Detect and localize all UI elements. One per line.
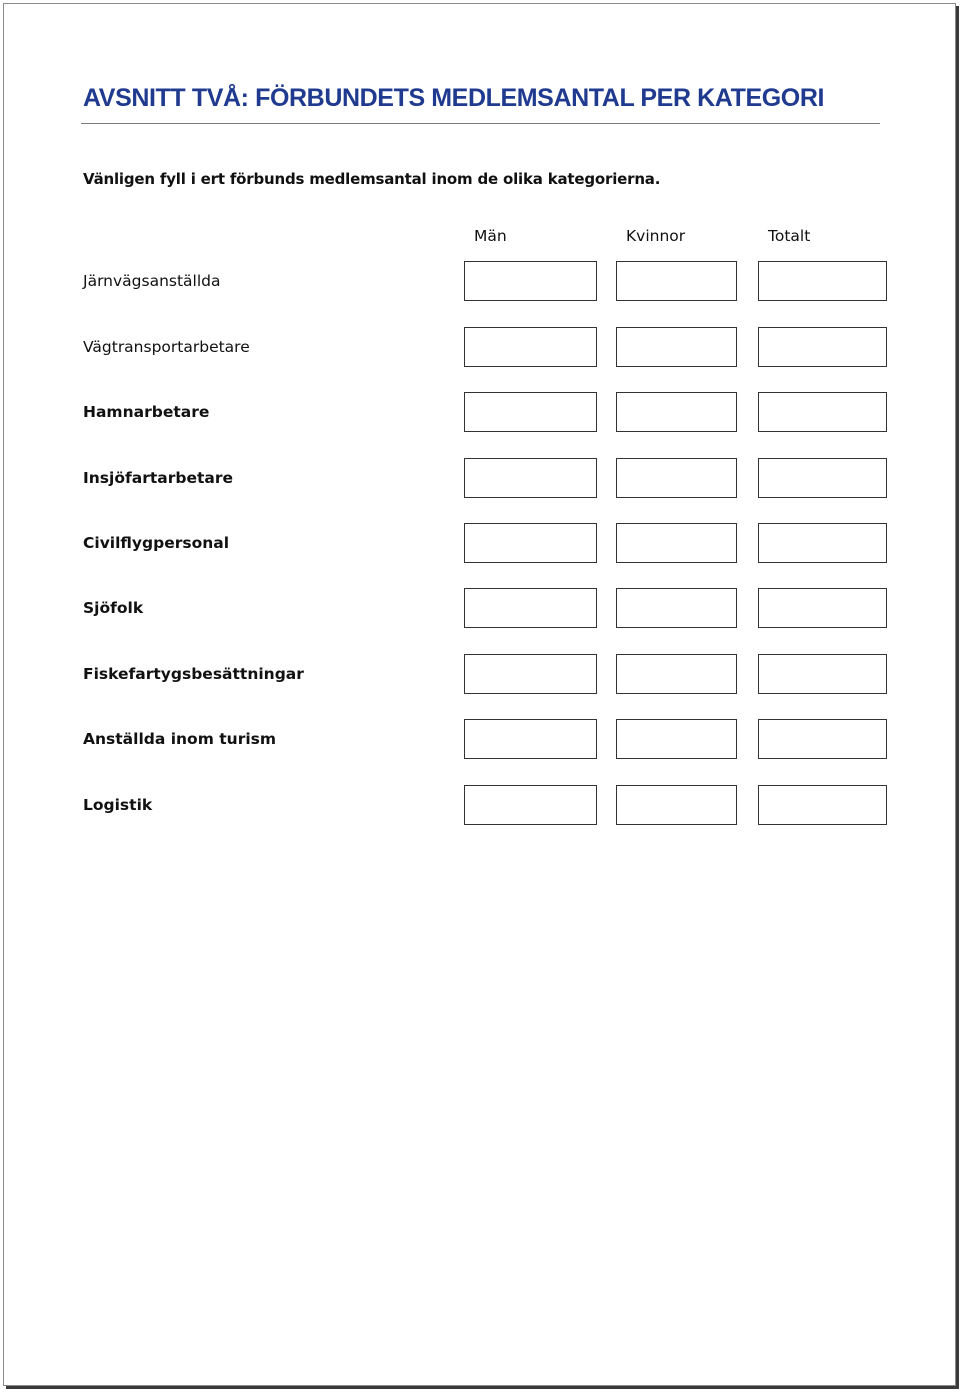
total-count-input[interactable] — [758, 523, 887, 563]
row-label: Civilflygpersonal — [83, 534, 230, 552]
column-header-total: Totalt — [768, 227, 811, 245]
form-row-anstallda-inom-turism — [0, 719, 960, 763]
row-label: Järnvägsanställda — [83, 272, 221, 290]
total-count-input[interactable] — [758, 261, 887, 301]
men-count-input[interactable] — [464, 719, 597, 759]
total-count-input[interactable] — [758, 654, 887, 694]
form-row-logistik — [0, 785, 960, 829]
column-header-men: Män — [474, 227, 507, 245]
row-label: Sjöfolk — [83, 599, 144, 617]
total-count-input[interactable] — [758, 327, 887, 367]
section-title: AVSNITT TVÅ: FÖRBUNDETS MEDLEMSANTAL PER KATEGORI — [83, 84, 825, 112]
row-label: Hamnarbetare — [83, 403, 210, 421]
total-count-input[interactable] — [758, 785, 887, 825]
women-count-input[interactable] — [616, 458, 737, 498]
row-label: Vägtransportarbetare — [83, 338, 250, 356]
men-count-input[interactable] — [464, 785, 597, 825]
total-count-input[interactable] — [758, 392, 887, 432]
form-row-insjofartarbetare — [0, 458, 960, 502]
total-count-input[interactable] — [758, 458, 887, 498]
men-count-input[interactable] — [464, 523, 597, 563]
title-underline — [81, 123, 880, 124]
women-count-input[interactable] — [616, 392, 737, 432]
form-row-sjofolk — [0, 588, 960, 632]
total-count-input[interactable] — [758, 588, 887, 628]
column-header-women: Kvinnor — [626, 227, 686, 245]
women-count-input[interactable] — [616, 654, 737, 694]
men-count-input[interactable] — [464, 654, 597, 694]
row-label: Fiskefartygsbesättningar — [83, 665, 304, 683]
form-row-vagtransportarbetare — [0, 327, 960, 371]
men-count-input[interactable] — [464, 261, 597, 301]
men-count-input[interactable] — [464, 327, 597, 367]
women-count-input[interactable] — [616, 523, 737, 563]
row-label: Insjöfartarbetare — [83, 469, 233, 487]
women-count-input[interactable] — [616, 785, 737, 825]
form-row-civilflygpersonal — [0, 523, 960, 567]
women-count-input[interactable] — [616, 719, 737, 759]
form-row-jarnvagsanstallda — [0, 261, 960, 305]
men-count-input[interactable] — [464, 458, 597, 498]
women-count-input[interactable] — [616, 327, 737, 367]
form-row-fiskefartygsbesattningar — [0, 654, 960, 698]
men-count-input[interactable] — [464, 588, 597, 628]
women-count-input[interactable] — [616, 588, 737, 628]
row-label: Logistik — [83, 796, 153, 814]
total-count-input[interactable] — [758, 719, 887, 759]
form-row-hamnarbetare — [0, 392, 960, 436]
row-label: Anställda inom turism — [83, 730, 277, 748]
men-count-input[interactable] — [464, 392, 597, 432]
women-count-input[interactable] — [616, 261, 737, 301]
instructions-text: Vänligen fyll i ert förbunds medlemsantal inom de olika kategorierna. — [83, 170, 661, 188]
